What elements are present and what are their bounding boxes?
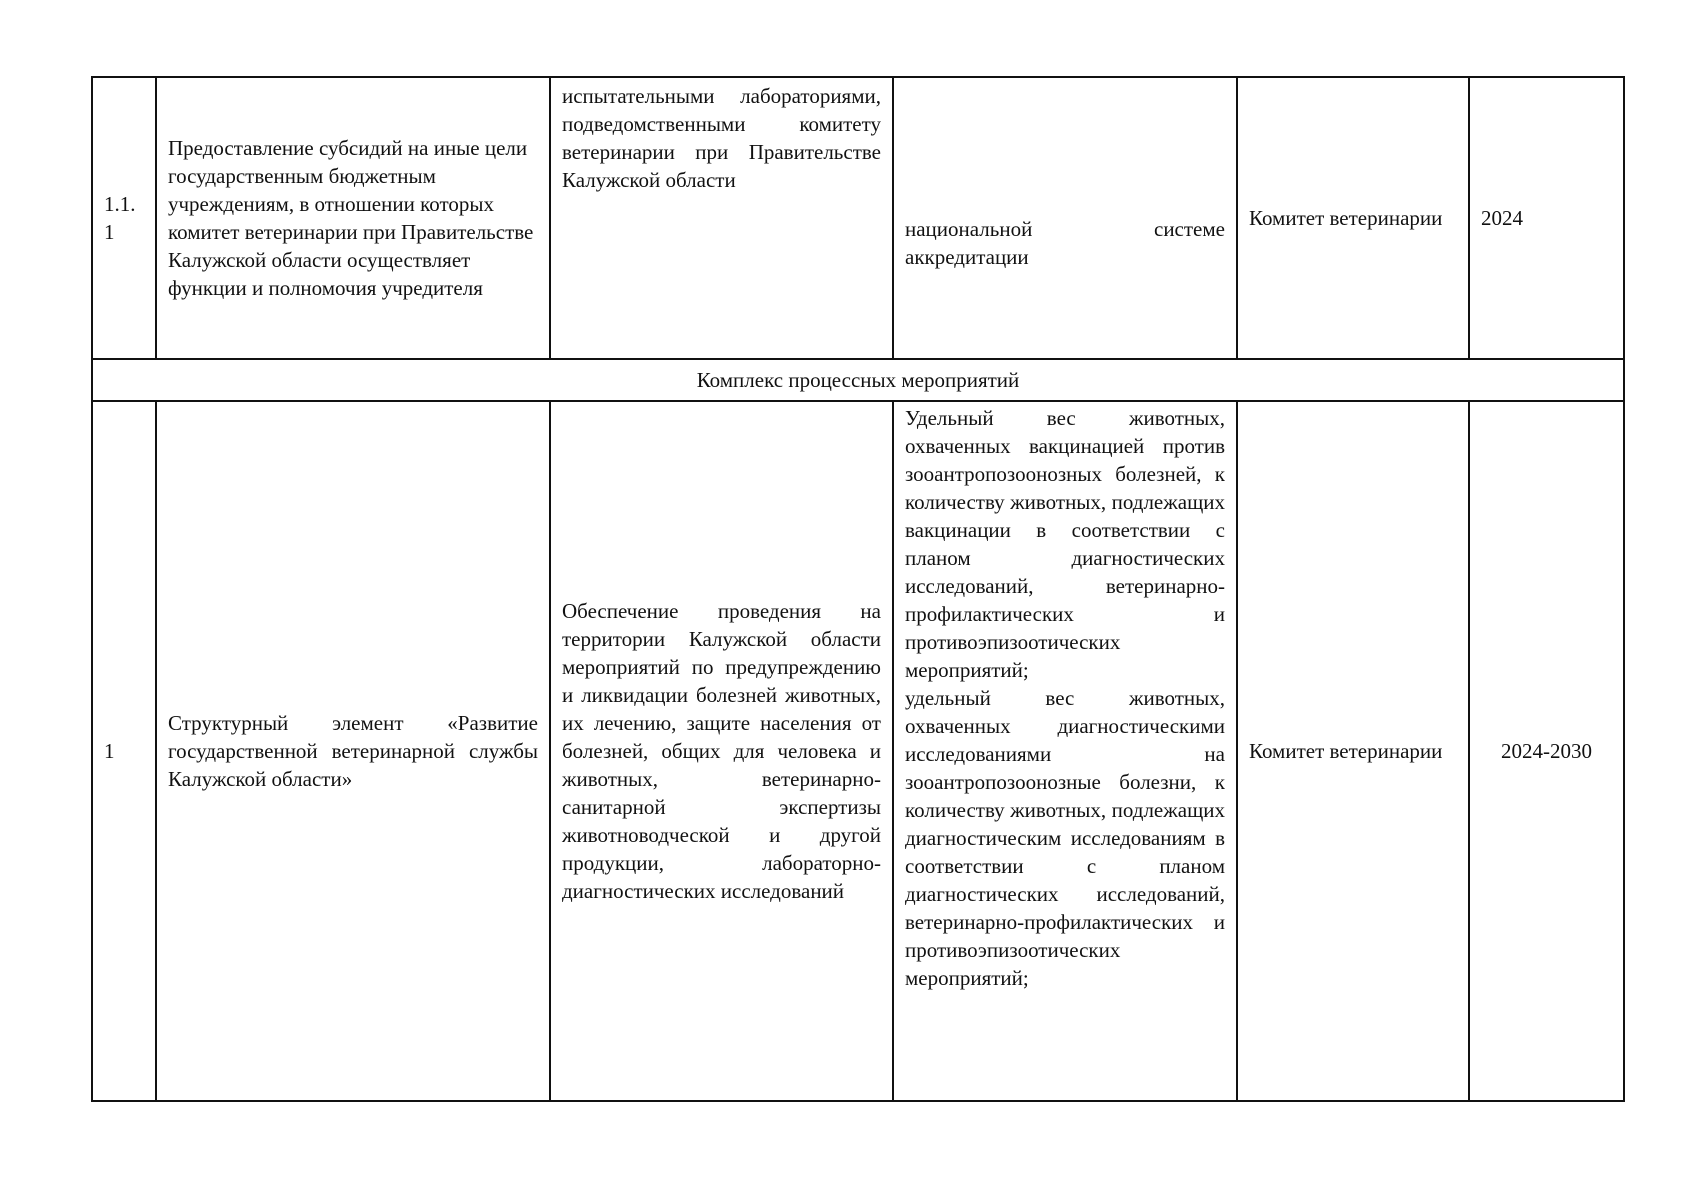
years-cell: 2024-2030 bbox=[1469, 401, 1624, 1101]
responsible-cell: Комитет ветеринарии bbox=[1237, 77, 1469, 359]
responsible-cell: Комитет ветеринарии bbox=[1237, 401, 1469, 1101]
row-number-cell bbox=[92, 77, 156, 359]
task-cell: испытательными лабораториями, подведомственными комитету ветеринарии при Правительстве Калужской области bbox=[550, 77, 893, 359]
indicator-cell: национальной системе аккредитации bbox=[893, 77, 1237, 359]
measure-name-cell: Предоставление субсидий на иные цели государственным бюджетным учреждениям, в отношении которых комитет ветеринарии при Правительстве Калужской области осуществляет функции и полномочия учредителя bbox=[156, 77, 550, 359]
measure-name-cell: Структурный элемент «Развитие государственной ветеринарной службы Калужской области» bbox=[156, 401, 550, 1101]
indicator-part: удельный вес животных, охваченных диагностическими исследованиями на зооантропозоонозные болезни, к количеству животных, подлежащих диагностическим исследованиям в соответствии с планом диагностических исследований, ветеринарно-профилактических и противоэпизоотических мероприятий; bbox=[905, 686, 1225, 990]
measures-table bbox=[91, 76, 1625, 1102]
row-number-cell: 1 bbox=[92, 401, 156, 1101]
row-number-line: 1 bbox=[104, 220, 115, 244]
indicator-part: Удельный вес животных, охваченных вакцинацией против зооантропозоонозных болезней, к количеству животных, подлежащих вакцинации в соответствии с планом диагностических исследований, ветеринарно-профилактических и противоэпизоотических мероприятий; bbox=[905, 406, 1225, 682]
section-title: Комплекс процессных мероприятий bbox=[92, 359, 1624, 401]
task-cell: Обеспечение проведения на территории Калужской области мероприятий по предупреждению и ликвидации болезней животных, их лечению, защите населения от болезней, общих для человека и животных, ветеринарно-санитарной экспертизы животноводческой и другой продукции, лабораторно-диагностических исследований bbox=[550, 401, 893, 1101]
section-row bbox=[92, 359, 1624, 401]
years-cell: 2024 bbox=[1469, 77, 1624, 359]
table-row bbox=[92, 401, 1624, 1101]
table-row bbox=[92, 77, 1624, 359]
indicator-cell bbox=[893, 401, 1237, 1101]
row-number-line: 1.1. bbox=[104, 192, 136, 216]
